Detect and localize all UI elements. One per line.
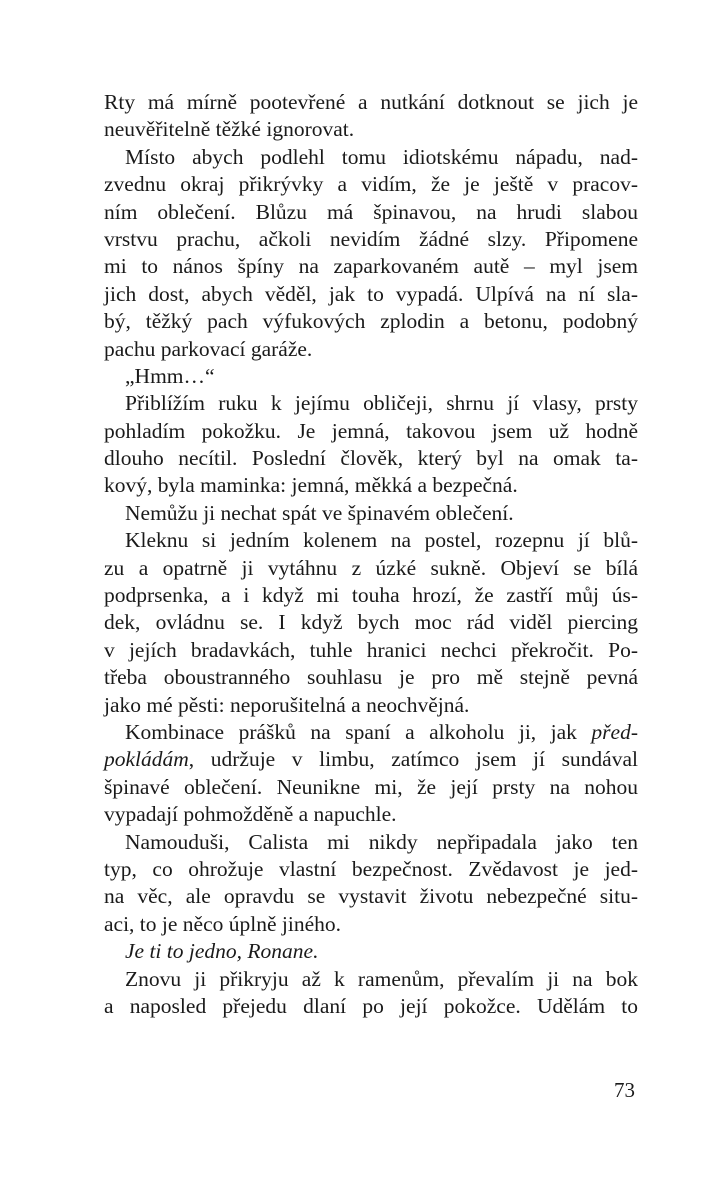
text-line: vypadají pohmožděně a napuchle. [104, 802, 397, 827]
text-line: bý, těžký pach výfukových zplodin a betonu, podobný [104, 309, 638, 334]
text-fragment: , udržuje v limbu, zatímco jsem jí sundával [188, 747, 638, 772]
text-line: vrstvu prachu, ačkoli nevidím žádné slzy. Připomene [104, 226, 638, 251]
text-line: kový, byla maminka: jemná, měkká a bezpečná. [104, 473, 518, 498]
text-line: dlouho necítil. Poslední člověk, který byl na omak ta- [104, 446, 638, 471]
text-line: Namouduši, Calista mi nikdy nepřipadala jako ten [125, 829, 638, 854]
text-line [104, 746, 638, 773]
body-text [104, 89, 638, 1020]
text-line: neuvěřitelně těžké ignorovat. [104, 117, 355, 142]
text-line: Místo abych podlehl tomu idiotskému nápadu, nad- [125, 144, 638, 169]
text-line: dek, ovládnu se. I když bych moc rád viděl piercing [104, 610, 638, 635]
text-line: Rty má mírně pootevřené a nutkání dotknout se jich je [104, 90, 638, 114]
text-line: jich dost, abych věděl, jak to vypadá. Ulpívá na ní sla- [104, 281, 638, 306]
text-line: zvednu okraj přikrývky a vidím, že je ještě v pracov- [104, 172, 638, 197]
text-line: pachu parkovací garáže. [104, 336, 313, 361]
text-line: Nemůžu ji nechat spát ve špinavém oblečení. [125, 500, 514, 525]
page-number: 73 [614, 1078, 635, 1102]
text-line [104, 938, 638, 965]
text-line: mi to nános špíny na zaparkovaném autě – myl jsem [104, 254, 638, 279]
text-line: aci, to je něco úplně jiného. [104, 911, 342, 936]
text-line: zu a opatrně ji vytáhnu z úzké sukně. Objeví se bílá [104, 555, 638, 580]
text-line: a naposled přejedu dlaní po její pokožce. Udělám to [104, 993, 638, 1018]
text-line: na věc, ale opravdu se vystavit životu nebezpečné situ- [104, 884, 638, 909]
text-line: typ, co ohrožuje vlastní bezpečnost. Zvědavost je jed- [104, 856, 638, 881]
text-line: pohladím pokožku. Je jemná, takovou jsem už hodně [104, 418, 638, 443]
text-line: podprsenka, a i když mi touha hrozí, že zastří můj ús- [104, 583, 638, 608]
text-line: třeba oboustranného souhlasu je pro mě stejně pevná [104, 665, 638, 690]
text-line [104, 719, 638, 746]
text-line: špinavé oblečení. Neunikne mi, že její prsty na nohou [104, 774, 638, 799]
text-line: v jejích bradavkách, tuhle hranici nechci překročit. Po- [104, 637, 638, 662]
text-fragment: Kombinace prášků na spaní a alkoholu ji, jak [125, 719, 592, 744]
text-line: „Hmm…“ [125, 363, 215, 388]
text-line: Kleknu si jedním kolenem na postel, rozepnu jí blů- [125, 528, 638, 553]
text-line: ním oblečení. Blůzu má špinavou, na hrudi slabou [104, 199, 638, 224]
italic-fragment: Je ti to jedno, Ronane. [125, 939, 319, 964]
text-line: Přiblížím ruku k jejímu obličeji, shrnu jí vlasy, prsty [125, 391, 638, 416]
italic-fragment: pokládám [104, 747, 189, 772]
italic-fragment: před- [591, 719, 638, 744]
text-line: jako mé pěsti: neporušitelná a neochvějná. [104, 692, 470, 717]
text-line: Znovu ji přikryju až k ramenům, převalím ji na bok [125, 966, 638, 991]
